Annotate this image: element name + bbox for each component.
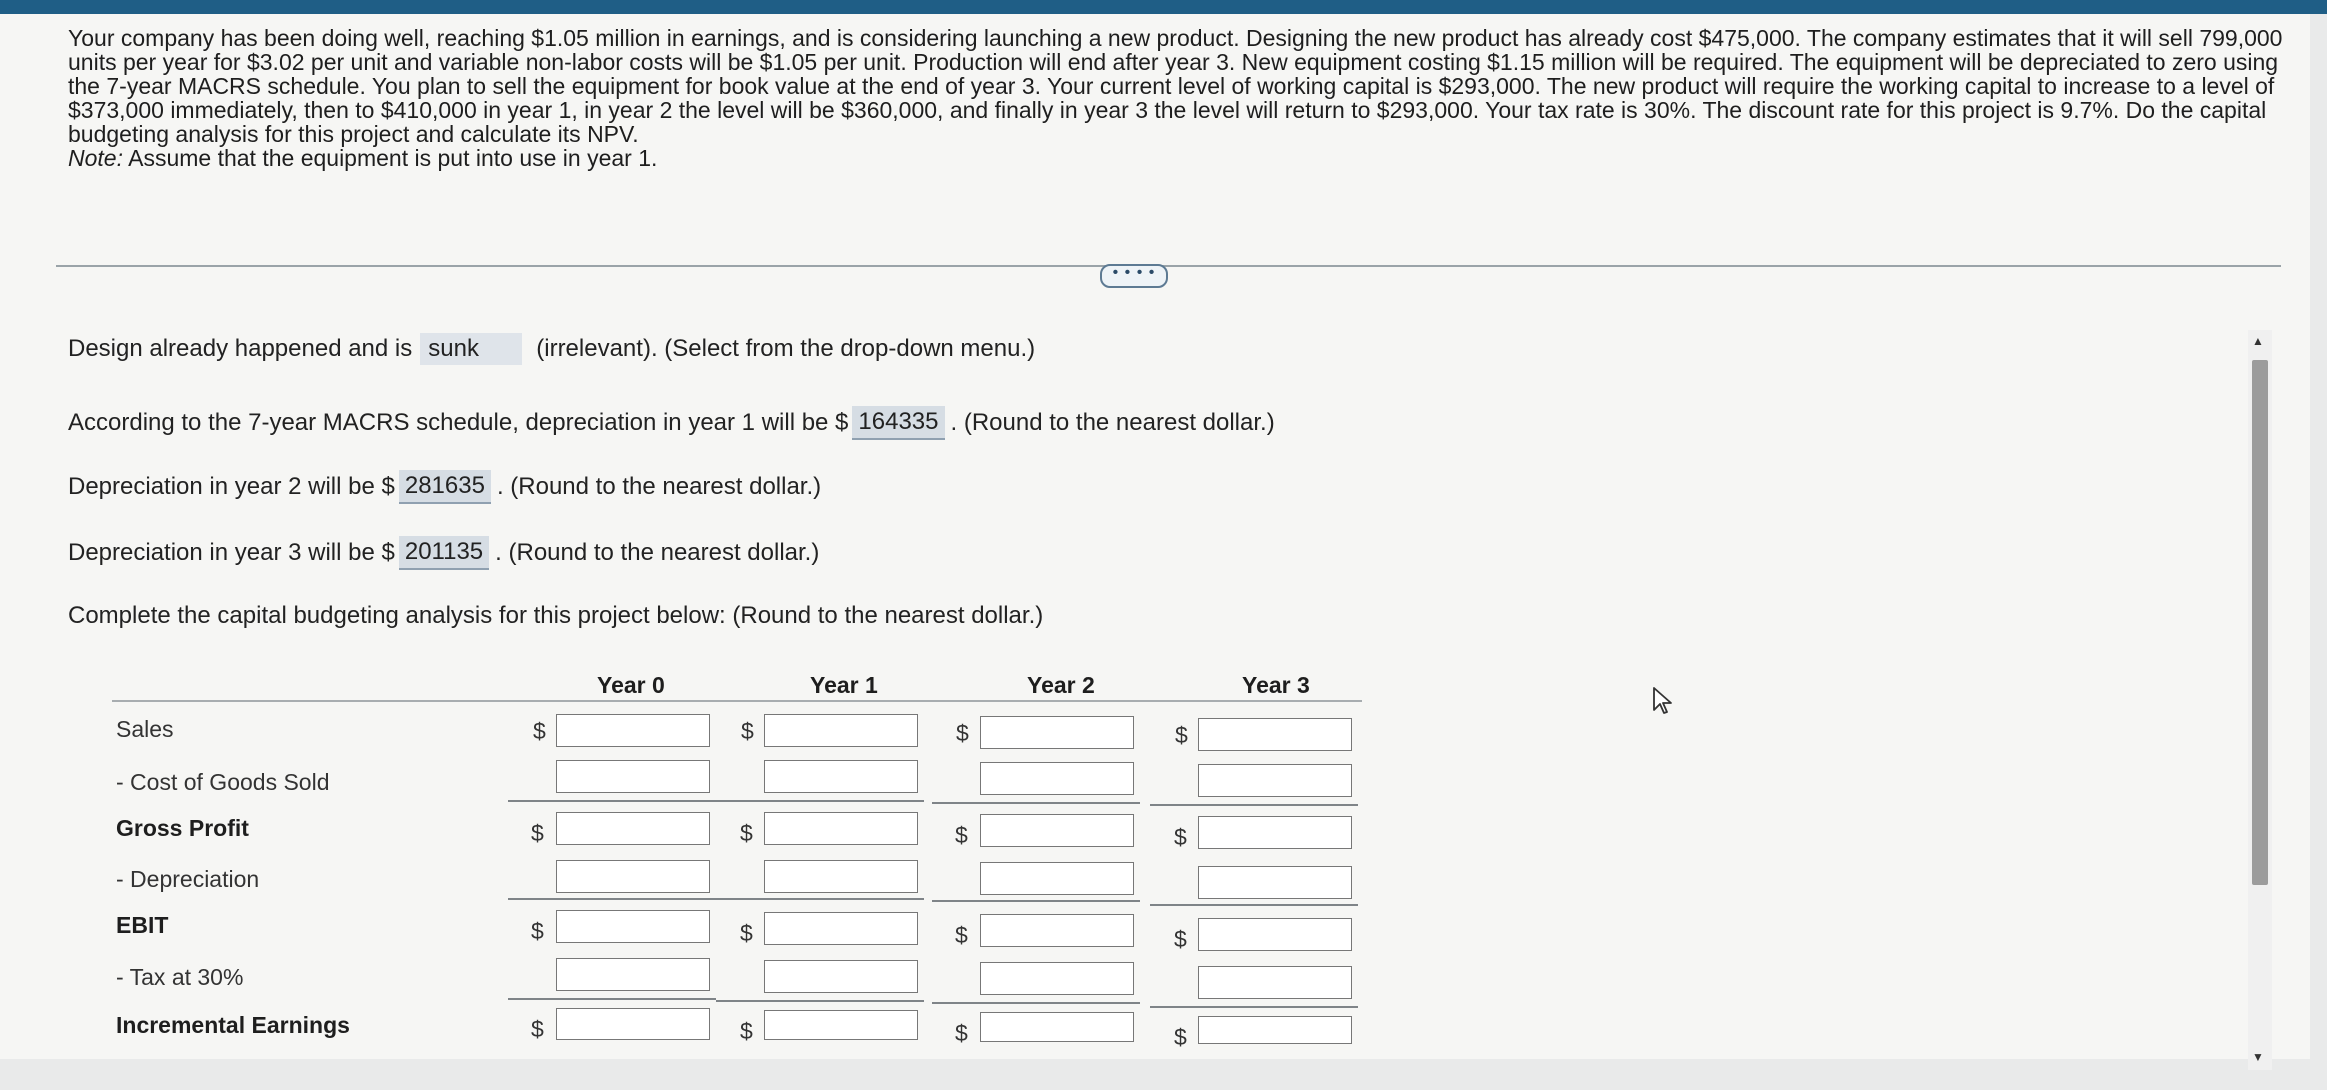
sum-rule <box>932 900 1140 902</box>
currency-sign: $ <box>740 1018 753 1044</box>
col-year3: Year 3 <box>1242 672 1310 698</box>
currency-sign: $ <box>533 718 546 744</box>
sum-rule <box>508 898 716 900</box>
problem-note <box>68 146 2283 170</box>
currency-sign: $ <box>531 820 544 846</box>
currency-sign: $ <box>956 720 969 746</box>
question-analysis <box>68 602 1043 630</box>
currency-sign: $ <box>741 718 754 744</box>
sales-year2-input[interactable] <box>980 716 1134 749</box>
depreciation-year0-input[interactable] <box>556 860 710 893</box>
row-label-depreciation: - Depreciation <box>116 866 260 892</box>
cogs-year2-input[interactable] <box>980 762 1134 795</box>
ebit-year3-input[interactable] <box>1198 918 1352 951</box>
incremental-earnings-year1-input[interactable] <box>764 1010 918 1040</box>
col-year1: Year 1 <box>810 672 878 698</box>
row-label-gross-profit: Gross Profit <box>116 815 249 841</box>
q3-text: Depreciation in year 2 will be $ <box>68 473 395 500</box>
q2-after: . (Round to the nearest dollar.) <box>950 409 1275 436</box>
q5-text: Complete the capital budgeting analysis for this project below: (Round to the nearest dollar.) <box>68 602 1044 629</box>
mouse-pointer-icon <box>1652 686 1676 716</box>
currency-sign: $ <box>1174 1024 1187 1050</box>
ebit-year0-input[interactable] <box>556 910 710 943</box>
sum-rule <box>1150 804 1358 806</box>
currency-sign: $ <box>955 922 968 948</box>
depr-year3-input[interactable]: 201135 <box>399 536 489 570</box>
sum-rule <box>508 998 716 1000</box>
row-label-incremental-earnings: Incremental Earnings <box>116 1012 350 1038</box>
sales-year3-input[interactable] <box>1198 718 1352 751</box>
gross-profit-year3-input[interactable] <box>1198 816 1352 849</box>
q4-text: Depreciation in year 3 will be $ <box>68 539 395 566</box>
sum-rule <box>716 800 924 802</box>
depr-year2-input[interactable]: 281635 <box>399 470 491 504</box>
currency-sign: $ <box>1175 722 1188 748</box>
sum-rule <box>716 1000 924 1002</box>
q3-after: . (Round to the nearest dollar.) <box>496 473 822 500</box>
depreciation-year3-input[interactable] <box>1198 866 1352 899</box>
row-label-cogs: - Cost of Goods Sold <box>116 769 330 795</box>
problem-statement <box>68 26 2283 170</box>
q1-text: Design already happened and is <box>68 335 413 362</box>
currency-sign: $ <box>955 1020 968 1046</box>
cogs-year3-input[interactable] <box>1198 764 1352 797</box>
currency-sign: $ <box>740 820 753 846</box>
currency-sign: $ <box>740 920 753 946</box>
incremental-earnings-year2-input[interactable] <box>980 1012 1134 1042</box>
q1-after: (irrelevant). (Select from the drop-down menu.) <box>536 335 1036 362</box>
gross-profit-year2-input[interactable] <box>980 814 1134 847</box>
more-options-button[interactable]: • • • • <box>1100 264 1168 288</box>
question-depr-year3 <box>68 536 819 570</box>
row-label-tax: - Tax at 30% <box>116 964 244 990</box>
col-year2: Year 2 <box>1027 672 1095 698</box>
currency-sign: $ <box>1174 926 1187 952</box>
gross-profit-year1-input[interactable] <box>764 812 918 845</box>
row-label-ebit: EBIT <box>116 912 169 938</box>
sum-rule <box>1150 904 1358 906</box>
tax-year2-input[interactable] <box>980 962 1134 995</box>
tax-year1-input[interactable] <box>764 960 918 993</box>
tax-year3-input[interactable] <box>1198 966 1352 999</box>
incremental-earnings-year0-input[interactable] <box>556 1008 710 1040</box>
top-bar <box>0 0 2327 14</box>
sales-year1-input[interactable] <box>764 714 918 747</box>
row-label-sales: Sales <box>116 716 174 742</box>
question-sunk <box>68 333 1035 365</box>
q2-text: According to the 7-year MACRS schedule, depreciation in year 1 will be $ <box>68 409 849 436</box>
currency-sign: $ <box>531 918 544 944</box>
tax-year0-input[interactable] <box>556 958 710 991</box>
depreciation-year1-input[interactable] <box>764 860 918 893</box>
problem-text: Your company has been doing well, reaching $1.05 million in earnings, and is considering launching a new product. Designing the new product has already cost $475,000. The company estimates that it will sell 799,000 units per year for $3.02 per unit and variable non-labor costs will be $1.05 per unit. Production will end after year 3. New equipment costing $1.15 million will be required. The equipment will be depreciated to zero using the 7-year MACRS schedule. You plan to sell the equipment for book value at the end of year 3. Your current level of working capital is $293,000. The new product will require the working capital to increase to a level of $373,000 immediately, then to $410,000 in year 1, in year 2 the level will be $360,000, and finally in year 3 the level will return to $293,000. Your tax rate is 30%. The discount rate for this project is 9.7%. Do the capital budgeting analysis for this project and calculate its NPV. <box>68 25 2283 147</box>
ebit-year2-input[interactable] <box>980 914 1134 947</box>
sum-rule <box>932 1002 1140 1004</box>
incremental-earnings-year3-input[interactable] <box>1198 1016 1352 1044</box>
ebit-year1-input[interactable] <box>764 912 918 945</box>
question-depr-year2 <box>68 470 821 504</box>
gross-profit-year0-input[interactable] <box>556 812 710 845</box>
sum-rule <box>508 800 716 802</box>
scrollbar-thumb[interactable] <box>2252 360 2268 885</box>
scroll-up-arrow-icon[interactable]: ▲ <box>2252 334 2264 348</box>
sunk-dropdown[interactable]: sunk <box>420 333 522 365</box>
sum-rule <box>716 898 924 900</box>
cogs-year1-input[interactable] <box>764 760 918 793</box>
currency-sign: $ <box>955 822 968 848</box>
sum-rule <box>932 802 1140 804</box>
scroll-down-arrow-icon[interactable]: ▼ <box>2252 1050 2264 1064</box>
currency-sign: $ <box>1174 824 1187 850</box>
note-label: Note: <box>68 145 123 171</box>
col-year0: Year 0 <box>597 672 665 698</box>
depreciation-year2-input[interactable] <box>980 862 1134 895</box>
question-depr-year1 <box>68 406 1275 440</box>
cogs-year0-input[interactable] <box>556 760 710 793</box>
currency-sign: $ <box>531 1016 544 1042</box>
note-text: Assume that the equipment is put into use in year 1. <box>122 145 658 171</box>
sales-year0-input[interactable] <box>556 714 710 747</box>
q4-after: . (Round to the nearest dollar.) <box>495 539 820 566</box>
sum-rule <box>1150 1006 1358 1008</box>
depr-year1-input[interactable]: 164335 <box>852 406 944 440</box>
divider <box>56 265 2281 267</box>
table-top-rule <box>112 700 1362 702</box>
